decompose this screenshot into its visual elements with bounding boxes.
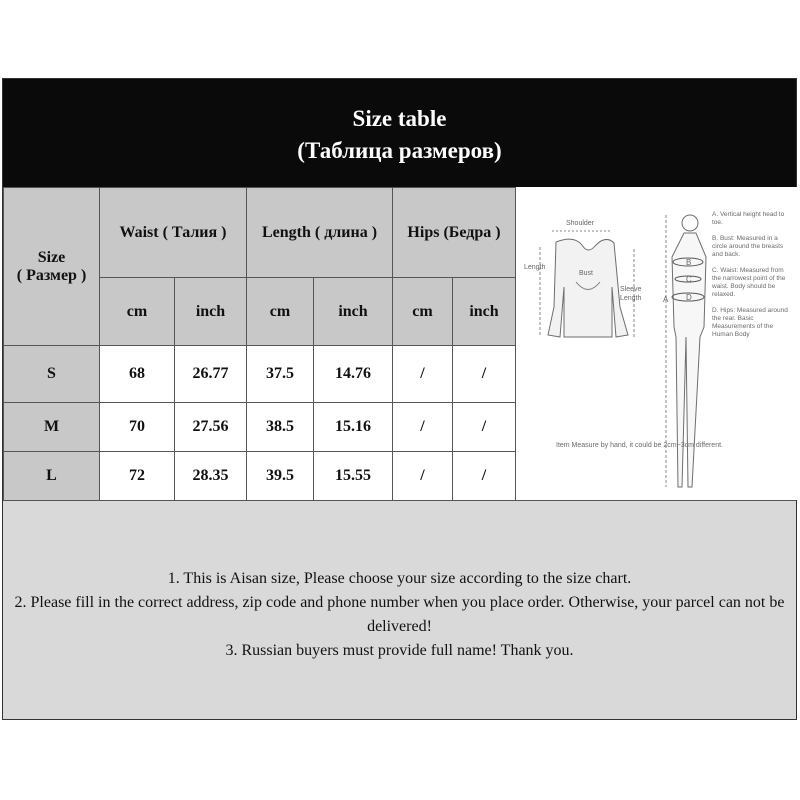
bust-text: Bust xyxy=(579,270,594,277)
unit-header: inch xyxy=(175,278,247,346)
table-cell: 39.5 xyxy=(247,452,314,501)
table-cell: 68 xyxy=(100,346,175,403)
hips-header: Hips (Бедра ) xyxy=(393,188,516,278)
note-1: 1. This is Aisan size, Please choose your size according to the size chart. xyxy=(167,570,632,587)
table-cell: 15.16 xyxy=(314,403,393,452)
length-header: Length ( длина ) xyxy=(247,188,393,278)
unit-header: inch xyxy=(453,278,516,346)
size-label: L xyxy=(4,452,100,501)
table-cell: 37.5 xyxy=(247,346,314,403)
letter-b: B xyxy=(686,258,692,267)
legend-notes xyxy=(712,211,794,431)
chart-subtitle: (Таблица размеров) xyxy=(297,138,502,163)
size-header-label-ru: ( Размер ) xyxy=(16,266,87,284)
figure-head xyxy=(682,215,698,231)
sleeve-text: Sleeve xyxy=(620,286,642,293)
legend-bust: B. Bust: Measured in a circle around the breasts and back. xyxy=(712,235,784,258)
size-header-cell xyxy=(4,188,100,346)
table-cell: / xyxy=(393,403,453,452)
chart-title: Size table xyxy=(352,106,447,131)
letter-a: A xyxy=(663,295,669,304)
table-cell: 38.5 xyxy=(247,403,314,452)
legend-vertical: A. Vertical height head to toe. xyxy=(712,211,785,226)
table-row xyxy=(4,346,516,403)
length-text: Length xyxy=(524,264,546,271)
measurement-illustration xyxy=(516,187,797,499)
table-cell: / xyxy=(453,403,516,452)
table-cell: 28.35 xyxy=(175,452,247,501)
header-banner xyxy=(3,79,796,187)
table-cell: 26.77 xyxy=(175,346,247,403)
table-row xyxy=(4,452,516,501)
table-cell: 70 xyxy=(100,403,175,452)
table-cell: 72 xyxy=(100,452,175,501)
unit-header: cm xyxy=(100,278,175,346)
table-cell: 27.56 xyxy=(175,403,247,452)
table-cell: / xyxy=(393,346,453,403)
shoulder-text: Shoulder xyxy=(566,220,595,227)
table-row xyxy=(4,403,516,452)
note-2: 2. Please fill in the correct address, zip code and phone number when you place order. Otherwise, your parcel can not be delivered! xyxy=(14,594,785,635)
table-cell: / xyxy=(453,346,516,403)
size-table xyxy=(3,187,516,501)
legend-waist: C. Waist: Measured from the narrowest point of the waist. Body should be relaxed. xyxy=(712,267,786,298)
table-cell: 14.76 xyxy=(314,346,393,403)
diagram-footnote: Item Measure by hand, it could be 2cm~3cm different. xyxy=(556,442,723,449)
notes-section xyxy=(3,500,796,719)
size-chart-frame xyxy=(2,78,797,720)
note-3: 3. Russian buyers must provide full name! Thank you. xyxy=(225,642,574,659)
size-label: M xyxy=(4,403,100,452)
letter-c: C xyxy=(686,275,692,284)
unit-header: inch xyxy=(314,278,393,346)
measurement-diagram xyxy=(515,187,797,500)
letter-d: D xyxy=(686,293,692,302)
unit-header: cm xyxy=(393,278,453,346)
table-cell: / xyxy=(453,452,516,501)
table-cell: 15.55 xyxy=(314,452,393,501)
shirt-outline xyxy=(548,239,628,337)
unit-header: cm xyxy=(247,278,314,346)
waist-header: Waist ( Талия ) xyxy=(100,188,247,278)
size-label: S xyxy=(4,346,100,403)
table-cell: / xyxy=(393,452,453,501)
legend-hips: D. Hips: Measured around the rear. Basic Measurements of the Human Body xyxy=(712,307,788,338)
sleeve-text-2: Length xyxy=(620,295,642,302)
size-header-label: Size xyxy=(37,248,66,266)
